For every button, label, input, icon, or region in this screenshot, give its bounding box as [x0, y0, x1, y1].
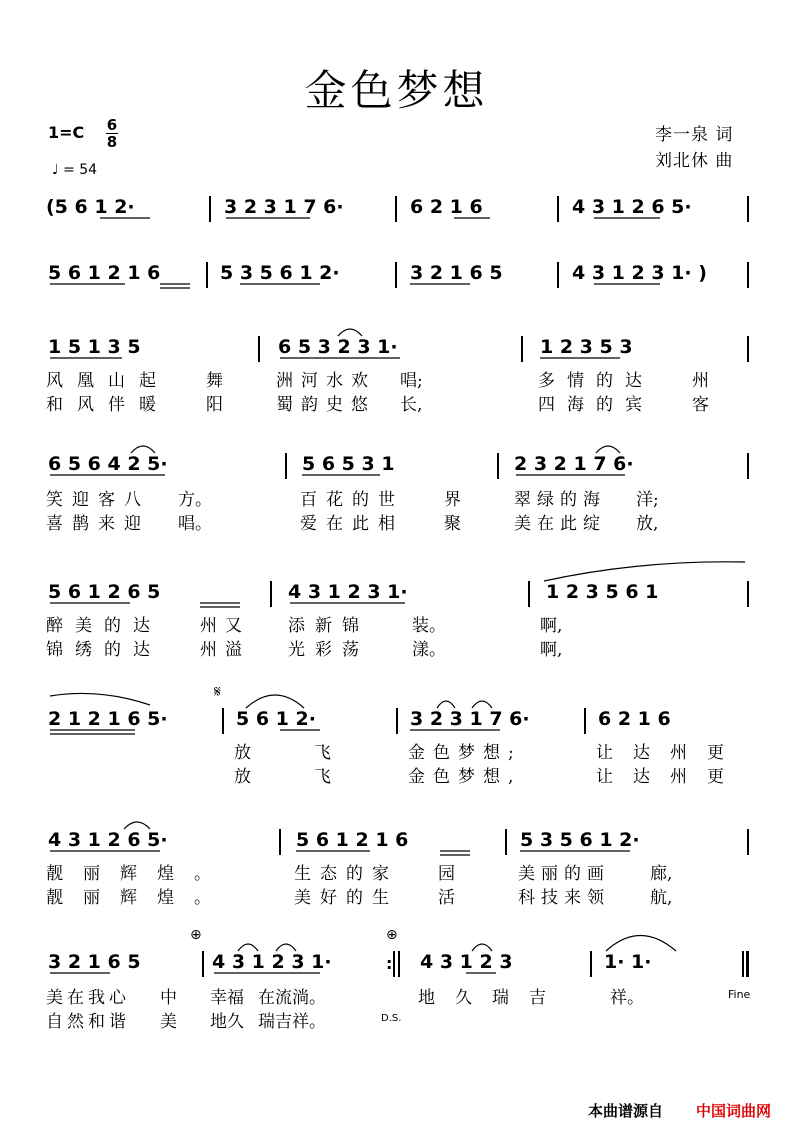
lyric: 让达州更: [596, 767, 744, 787]
lyric: 和风伴暖: [46, 395, 170, 415]
lyric: 靓丽辉煌。: [46, 888, 231, 908]
lyric: 唱;: [400, 371, 423, 391]
tie-mark: [606, 936, 676, 952]
lyric: 州又: [200, 616, 250, 636]
lyric: 航,: [650, 888, 673, 908]
slur-mark: [276, 944, 296, 951]
lyric: 蜀韵史悠: [276, 395, 376, 415]
coda-sign: ⊕: [190, 927, 202, 943]
segno-sign: 𝄋: [214, 682, 221, 701]
measure: 3 2 3 1 7 6·: [224, 196, 344, 218]
lyric: 翠绿的海: [514, 490, 606, 510]
lyric: 地久: [210, 1012, 244, 1032]
measure: 4 3 1 2 3 1· ): [572, 262, 707, 284]
lyric: 美: [160, 1012, 177, 1032]
slur-mark: [131, 446, 155, 453]
slur-mark: [472, 701, 492, 708]
fine-label: Fine: [728, 988, 751, 1001]
lyric: 方。: [178, 490, 212, 510]
site-name: 中国词曲网: [696, 1102, 772, 1120]
slur-mark: [596, 446, 620, 453]
measure: 3 2 1 6 5: [48, 951, 141, 973]
slur-mark: [238, 944, 258, 951]
measure: 4 3 1 2 3 1·: [288, 581, 408, 603]
lyric: 飞: [314, 767, 331, 787]
lyric: 啊,: [540, 640, 563, 660]
coda-sign: ⊕: [386, 927, 398, 943]
lyric: 祥。: [610, 988, 644, 1008]
measure: 4 3 1 2 3 1·: [212, 951, 332, 973]
lyric: 阳: [206, 395, 223, 415]
lyric: 美好的生: [294, 888, 398, 908]
lyric: 漾。: [412, 640, 446, 660]
measure: 5 6 5 3 1: [302, 453, 395, 475]
measure: 1· 1·: [604, 951, 652, 973]
lyric: 美在此绽: [514, 514, 606, 534]
source-label: 本曲谱源自: [588, 1102, 664, 1120]
lyric: 长,: [400, 395, 423, 415]
measure: 1 5 1 3 5: [48, 336, 141, 358]
measure: 1 2 3 5 3: [540, 336, 633, 358]
slur-mark: [338, 329, 362, 336]
lyric: 飞: [314, 743, 331, 763]
measure: 3 2 1 6 5: [410, 262, 503, 284]
lyric: 舞: [206, 371, 223, 391]
lyric: 添新锦: [288, 616, 369, 636]
measure: 4 3 1 2 6 5·: [572, 196, 692, 218]
lyric: 百花的世: [300, 490, 404, 510]
slur-mark: [50, 693, 150, 705]
slur-mark: [246, 695, 304, 708]
measure: 5 6 1 2·: [236, 708, 316, 730]
key-signature: 1=C: [48, 123, 85, 142]
lyric: 多情的达: [538, 371, 654, 391]
lyric: 生态的家: [294, 864, 398, 884]
lyric: 聚: [444, 514, 461, 534]
lyric: 瑞吉祥。: [258, 1012, 326, 1032]
lyric: 醉美的达: [46, 616, 162, 636]
measure: 5 6 1 2 1 6: [48, 262, 161, 284]
lyric: 美在我心: [46, 988, 130, 1008]
lyric: 风凰山起: [46, 371, 170, 391]
measure: 2 1 2 1 6 5·: [48, 708, 168, 730]
lyric: 锦绣的达: [46, 640, 162, 660]
lyric: 金色梦想;: [408, 743, 522, 763]
lyric: 美丽的画: [518, 864, 610, 884]
measure: 4 3 1 2 3: [420, 951, 513, 973]
tempo-value: = 54: [63, 162, 98, 178]
lyric: 啊,: [540, 616, 563, 636]
lyric: 幸福: [210, 988, 244, 1008]
lyric: 放: [234, 743, 251, 763]
slur-mark: [472, 944, 492, 951]
measure: 5 3 5 6 1 2·: [220, 262, 340, 284]
measure: (5 6 1 2·: [46, 196, 135, 218]
lyric: 喜鹊来迎: [46, 514, 150, 534]
lyric: 光彩荡: [288, 640, 369, 660]
time-signature-denominator: 8: [106, 133, 118, 151]
lyric: 装。: [412, 616, 446, 636]
measure: 5 6 1 2 6 5: [48, 581, 161, 603]
measure: 4 3 1 2 6 5·: [48, 829, 168, 851]
lyric: 地久瑞吉: [418, 988, 566, 1008]
lyric: 洋;: [636, 490, 659, 510]
lyric: 笑迎客八: [46, 490, 150, 510]
slur-mark: [437, 701, 455, 708]
lyric: 界: [444, 490, 461, 510]
lyric: 靓丽辉煌。: [46, 864, 231, 884]
lyric: 放: [234, 767, 251, 787]
slur-mark: [544, 562, 745, 581]
measure: 3 2 3 1 7 6·: [410, 708, 530, 730]
quarter-note-icon: ♩: [52, 162, 59, 178]
lyric: 中: [160, 988, 177, 1008]
measure: 2 3 2 1 7 6·: [514, 453, 634, 475]
lyric: 在流淌。: [258, 988, 326, 1008]
lyric: 州: [692, 371, 709, 391]
repeat-dots: :: [386, 954, 393, 973]
lyric: 爱在此相: [300, 514, 404, 534]
lyric: 客: [692, 395, 709, 415]
lyric: 四海的宾: [538, 395, 654, 415]
measure: 6 2 1 6: [598, 708, 671, 730]
measure: 6 2 1 6: [410, 196, 483, 218]
lyric: 科技来领: [518, 888, 610, 908]
measure: 1 2 3 5 6 1: [546, 581, 659, 603]
lyric: 金色梦想,: [408, 767, 522, 787]
lyric: 园: [438, 864, 455, 884]
composer-credit: 刘北休 曲: [655, 151, 734, 171]
measure: 5 6 1 2 1 6: [296, 829, 409, 851]
measure: 5 3 5 6 1 2·: [520, 829, 640, 851]
measure: 6 5 6 4 2 5·: [48, 453, 168, 475]
lyric: 放,: [636, 514, 659, 534]
lyric: 自然和谐: [46, 1012, 130, 1032]
ds-label: D.S.: [381, 1013, 402, 1024]
time-signature-numerator: 6: [106, 116, 118, 134]
lyric: 廊,: [650, 864, 673, 884]
lyric: 活: [438, 888, 455, 908]
lyric: 唱。: [178, 514, 212, 534]
lyricist-credit: 李一泉 词: [655, 125, 734, 145]
song-title: 金色梦想: [304, 66, 489, 115]
measure: 6 5 3 2 3 1·: [278, 336, 398, 358]
lyric: 让达州更: [596, 743, 744, 763]
slur-mark: [124, 822, 150, 829]
lyric: 洲河水欢: [276, 371, 376, 391]
lyric: 州溢: [200, 640, 250, 660]
